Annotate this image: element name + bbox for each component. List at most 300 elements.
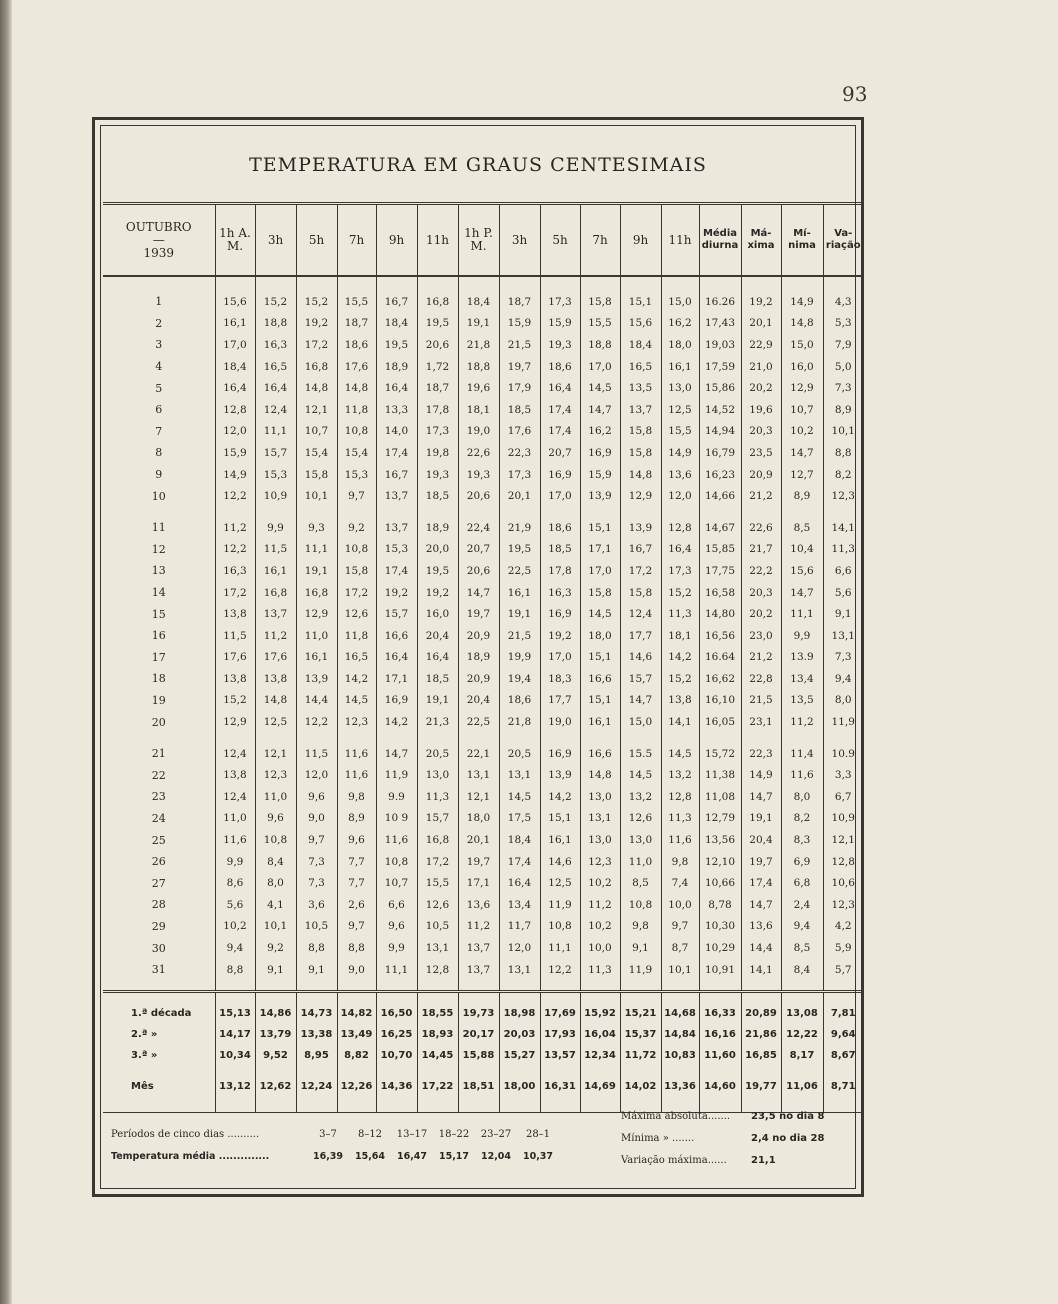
header-variacao: Va- riação	[823, 204, 863, 277]
value-cell: 10,7	[296, 421, 337, 443]
value-cell: 12,1	[255, 743, 296, 765]
value-cell: 8,2	[823, 464, 863, 486]
value-cell: 14,7	[741, 894, 781, 916]
value-cell: 9,8	[337, 786, 376, 808]
spacer-cell	[255, 992, 296, 1004]
value-cell: 8,4	[781, 959, 823, 981]
spacer-cell	[823, 733, 863, 743]
spacer-cell	[255, 276, 296, 291]
value-cell: 18,7	[499, 291, 540, 313]
value-cell: 15,92	[580, 1003, 620, 1024]
value-cell: 12,5	[661, 399, 699, 421]
day-row-label: 6	[155, 403, 163, 417]
value-cell: 15,1	[540, 808, 580, 830]
value-cell: 14,4	[741, 937, 781, 959]
value-cell: 17,8	[417, 399, 458, 421]
value-cell: 12,10	[699, 851, 741, 873]
value-cell: 11,3	[580, 959, 620, 981]
value-cell: 19,5	[499, 539, 540, 561]
spacer-cell	[376, 276, 417, 291]
value-cell: 22,5	[499, 560, 540, 582]
decade-gap-row	[103, 733, 863, 743]
temperature-mean-values	[307, 1151, 559, 1162]
value-cell: 8,17	[781, 1045, 823, 1066]
value-cell: 10,0	[580, 937, 620, 959]
value-cell: 12,62	[255, 1066, 296, 1106]
value-cell: 19,03	[699, 334, 741, 356]
value-cell: 20,4	[458, 690, 499, 712]
header-month: OUTUBRO	[125, 219, 192, 234]
value-cell: 13,0	[417, 764, 458, 786]
value-cell: 16,8	[296, 356, 337, 378]
value-cell: 10,70	[376, 1045, 417, 1066]
spacer-cell	[417, 276, 458, 291]
spacer-cell	[376, 980, 417, 992]
value-cell: 13,56	[699, 829, 741, 851]
value-cell: 20,9	[458, 625, 499, 647]
value-cell: 3,3	[823, 764, 863, 786]
value-cell: 12,7	[781, 464, 823, 486]
spacer-cell	[103, 276, 215, 291]
value-cell: 20,03	[499, 1024, 540, 1045]
value-cell: 20,3	[741, 582, 781, 604]
value-cell: 18,4	[458, 291, 499, 313]
spacer-cell	[620, 276, 661, 291]
value-cell: 15,7	[376, 603, 417, 625]
value-cell: 16,1	[499, 582, 540, 604]
value-cell: 14,02	[620, 1066, 661, 1106]
day-row-label: 21	[151, 747, 166, 761]
value-cell: 10,29	[699, 937, 741, 959]
value-cell: 14,9	[661, 442, 699, 464]
value-cell: 14,9	[781, 291, 823, 313]
spacer-cell	[255, 980, 296, 992]
spacer-cell	[215, 992, 255, 1004]
value-cell: 13,0	[580, 829, 620, 851]
value-cell: 19,9	[499, 647, 540, 669]
value-cell: 18,1	[661, 625, 699, 647]
spacer-cell	[661, 992, 699, 1004]
spacer-cell	[499, 733, 540, 743]
day-row	[103, 517, 863, 539]
value-cell: 16,6	[580, 668, 620, 690]
spacer-cell	[540, 980, 580, 992]
value-cell: 13,1	[458, 764, 499, 786]
value-cell: 15,6	[781, 560, 823, 582]
spacer-row	[103, 276, 863, 291]
value-cell: 11,6	[376, 829, 417, 851]
spacer-cell	[458, 276, 499, 291]
day-row	[103, 959, 863, 981]
value-cell: 19,8	[417, 442, 458, 464]
value-cell: 15,9	[499, 313, 540, 335]
value-cell: 9,6	[296, 786, 337, 808]
value-cell: 12,79	[699, 808, 741, 830]
value-cell: 12,3	[823, 894, 863, 916]
value-cell: 11,0	[215, 808, 255, 830]
value-cell: 19,1	[741, 808, 781, 830]
spacer-cell	[580, 507, 620, 517]
day-row-label: 22	[151, 768, 166, 782]
value-cell: 17,0	[540, 485, 580, 507]
value-cell: 20,7	[458, 539, 499, 561]
value-cell: 12,9	[296, 603, 337, 625]
max-absolute-value: 23,5 no dia 8	[751, 1111, 825, 1122]
value-cell: 15,8	[620, 582, 661, 604]
value-cell: 18,7	[337, 313, 376, 335]
value-cell: 16,7	[620, 539, 661, 561]
header-row	[103, 204, 863, 277]
value-cell: 14,7	[458, 582, 499, 604]
day-row	[103, 334, 863, 356]
value-cell: 12,9	[215, 711, 255, 733]
value-cell: 20,2	[741, 377, 781, 399]
value-cell: 16,56	[699, 625, 741, 647]
value-cell: 16,8	[255, 582, 296, 604]
value-cell: 15,8	[620, 442, 661, 464]
value-cell: 15,6	[215, 291, 255, 313]
value-cell: 20,17	[458, 1024, 499, 1045]
value-cell: 6,6	[376, 894, 417, 916]
value-cell: 12,2	[296, 711, 337, 733]
value-cell: 8,9	[781, 485, 823, 507]
value-cell: 8,6	[215, 872, 255, 894]
value-cell: 21,5	[499, 625, 540, 647]
spacer-cell	[458, 980, 499, 992]
header-hour: 9h	[376, 204, 417, 277]
value-cell: 14,84	[661, 1024, 699, 1045]
value-cell: 14,5	[620, 764, 661, 786]
value-cell: 16,7	[376, 464, 417, 486]
value-cell: 16,5	[620, 356, 661, 378]
month-row-label: Mês	[131, 1080, 154, 1092]
value-cell: 18,4	[620, 334, 661, 356]
max-absolute	[621, 1111, 824, 1122]
spacer-cell	[103, 507, 215, 517]
value-cell: 16,05	[699, 711, 741, 733]
header-maxima: Má- xima	[741, 204, 781, 277]
spacer-cell	[215, 276, 255, 291]
spacer-cell	[741, 507, 781, 517]
value-cell: 20,1	[499, 485, 540, 507]
spacer-cell	[781, 507, 823, 517]
day-row-label: 9	[155, 468, 163, 482]
value-cell: 18,55	[417, 1003, 458, 1024]
value-cell: 16,1	[540, 829, 580, 851]
spacer-cell	[215, 980, 255, 992]
value-cell: 20,4	[417, 625, 458, 647]
value-cell: 19,3	[540, 334, 580, 356]
spacer-cell	[499, 992, 540, 1004]
value-cell: 12,6	[337, 603, 376, 625]
value-cell: 5,6	[215, 894, 255, 916]
value-cell: 10,8	[376, 851, 417, 873]
decade-row-label: 2.ª »	[131, 1029, 158, 1041]
decade-gap-row	[103, 507, 863, 517]
value-cell: 1,72	[417, 356, 458, 378]
value-cell: 8,8	[823, 442, 863, 464]
value-cell: 11,2	[458, 916, 499, 938]
value-cell: 8,67	[823, 1045, 863, 1066]
value-cell: 14,60	[699, 1066, 741, 1106]
day-row	[103, 442, 863, 464]
value-cell: 17,2	[296, 334, 337, 356]
day-row-label: 13	[151, 564, 166, 578]
value-cell: 10,8	[620, 894, 661, 916]
day-row	[103, 808, 863, 830]
value-cell: 13,08	[781, 1003, 823, 1024]
header-hour: 7h	[580, 204, 620, 277]
value-cell: 16,04	[580, 1024, 620, 1045]
value-cell: 10,8	[540, 916, 580, 938]
value-cell: 4,1	[255, 894, 296, 916]
header-hour: 9h	[620, 204, 661, 277]
value-cell: 17,5	[499, 808, 540, 830]
spacer-cell	[699, 733, 741, 743]
value-cell: 11,6	[337, 764, 376, 786]
value-cell: 16,9	[580, 442, 620, 464]
header-hour: 5h	[540, 204, 580, 277]
value-cell: 7,81	[823, 1003, 863, 1024]
value-cell: 15,4	[296, 442, 337, 464]
value-cell: 11,72	[620, 1045, 661, 1066]
value-cell: 18,8	[458, 356, 499, 378]
value-cell: 15,8	[337, 560, 376, 582]
value-cell: 15,6	[620, 313, 661, 335]
header-hour: 11h	[661, 204, 699, 277]
value-cell: 17,0	[540, 647, 580, 669]
day-row	[103, 313, 863, 335]
spacer-cell	[499, 276, 540, 291]
value-cell: 20,9	[458, 668, 499, 690]
value-cell: 14,7	[620, 690, 661, 712]
value-cell: 4,3	[823, 291, 863, 313]
value-cell: 8,5	[781, 517, 823, 539]
value-cell: 16,85	[741, 1045, 781, 1066]
value-cell: 21,9	[499, 517, 540, 539]
value-cell: 14,17	[215, 1024, 255, 1045]
value-cell: 17,6	[255, 647, 296, 669]
value-cell: 17,8	[540, 560, 580, 582]
decade-row-label: 3.ª »	[131, 1050, 158, 1062]
value-cell: 10,91	[699, 959, 741, 981]
value-cell: 23,0	[741, 625, 781, 647]
value-cell: 14,6	[540, 851, 580, 873]
decade-row	[103, 1045, 863, 1066]
value-cell: 14,69	[580, 1066, 620, 1106]
spacer-cell	[337, 980, 376, 992]
spacer-cell	[337, 733, 376, 743]
value-cell: 18,0	[458, 808, 499, 830]
spacer-cell	[417, 992, 458, 1004]
value-cell: 9,1	[296, 959, 337, 981]
value-cell: 11,3	[417, 786, 458, 808]
value-cell: 16,0	[781, 356, 823, 378]
temperature-mean-label: Temperatura média ..............	[111, 1151, 270, 1162]
value-cell: 14,5	[499, 786, 540, 808]
value-cell: 12,1	[823, 829, 863, 851]
value-cell: 9,9	[781, 625, 823, 647]
day-row	[103, 916, 863, 938]
value-cell: 17,1	[376, 668, 417, 690]
spacer-cell	[741, 980, 781, 992]
value-cell: 10,66	[699, 872, 741, 894]
value-cell: 15,37	[620, 1024, 661, 1045]
value-cell: 11,06	[781, 1066, 823, 1106]
value-cell: 10,6	[823, 872, 863, 894]
value-cell: 19,1	[417, 690, 458, 712]
period-value: 28–1	[525, 1129, 551, 1140]
spacer-cell	[417, 980, 458, 992]
value-cell: 10,2	[781, 421, 823, 443]
spacer-cell	[741, 733, 781, 743]
value-cell: 10,30	[699, 916, 741, 938]
value-cell: 13,7	[458, 959, 499, 981]
value-cell: 18,1	[458, 399, 499, 421]
day-row-label: 15	[151, 607, 166, 621]
value-cell: 13,0	[580, 786, 620, 808]
value-cell: 11,7	[499, 916, 540, 938]
value-cell: 17,3	[540, 291, 580, 313]
value-cell: 8,0	[255, 872, 296, 894]
value-cell: 19,2	[296, 313, 337, 335]
spacer-cell	[296, 980, 337, 992]
header-minima: Mí- nima	[781, 204, 823, 277]
day-row-label: 12	[151, 542, 166, 556]
value-cell: 15,8	[296, 464, 337, 486]
value-cell: 8,2	[781, 808, 823, 830]
value-cell: 8,7	[661, 937, 699, 959]
value-cell: 12,0	[215, 421, 255, 443]
periods-values	[307, 1129, 559, 1140]
value-cell: 12,4	[255, 399, 296, 421]
value-cell: 15,9	[540, 313, 580, 335]
period-value: 8–12	[357, 1129, 383, 1140]
value-cell: 3,6	[296, 894, 337, 916]
max-absolute-label: Máxima absoluta.......	[621, 1111, 731, 1122]
value-cell: 13,4	[499, 894, 540, 916]
value-cell: 11,1	[296, 539, 337, 561]
value-cell: 16,58	[699, 582, 741, 604]
spacer-cell	[255, 733, 296, 743]
value-cell: 15,8	[580, 291, 620, 313]
day-row-label: 30	[151, 941, 166, 955]
value-cell: 8,3	[781, 829, 823, 851]
spacer-cell	[741, 276, 781, 291]
spacer-cell	[540, 507, 580, 517]
value-cell: 7,3	[296, 851, 337, 873]
value-cell: 15,21	[620, 1003, 661, 1024]
value-cell: 7,3	[296, 872, 337, 894]
value-cell: 14,66	[699, 485, 741, 507]
value-cell: 13,79	[255, 1024, 296, 1045]
day-row-label: 7	[155, 424, 163, 438]
value-cell: 15,88	[458, 1045, 499, 1066]
value-cell: 19,3	[458, 464, 499, 486]
value-cell: 19,73	[458, 1003, 499, 1024]
value-cell: 11,1	[376, 959, 417, 981]
value-cell: 13,6	[661, 464, 699, 486]
value-cell: 15,2	[255, 291, 296, 313]
value-cell: 18,6	[337, 334, 376, 356]
value-cell: 17,2	[337, 582, 376, 604]
value-cell: 12,4	[620, 603, 661, 625]
value-cell: 17,6	[499, 421, 540, 443]
period-value: 23–27	[480, 1129, 512, 1140]
value-cell: 9,4	[823, 668, 863, 690]
value-cell: 16,25	[376, 1024, 417, 1045]
value-cell: 23,1	[741, 711, 781, 733]
value-cell: 14,1	[823, 517, 863, 539]
value-cell: 16,1	[661, 356, 699, 378]
value-cell: 13,9	[296, 668, 337, 690]
value-cell: 20,3	[741, 421, 781, 443]
value-cell: 10,7	[376, 872, 417, 894]
value-cell: 19,2	[417, 582, 458, 604]
spacer-cell	[823, 980, 863, 992]
min-absolute-value: 2,4 no dia 28	[751, 1133, 825, 1144]
day-row	[103, 937, 863, 959]
spacer-cell	[540, 276, 580, 291]
value-cell: 13,2	[620, 786, 661, 808]
value-cell: 18,5	[417, 668, 458, 690]
value-cell: 16,1	[215, 313, 255, 335]
value-cell: 13,49	[337, 1024, 376, 1045]
day-row-label: 29	[151, 919, 166, 933]
value-cell: 18,5	[540, 539, 580, 561]
value-cell: 18,6	[540, 517, 580, 539]
value-cell: 14,7	[580, 399, 620, 421]
day-row-label: 2	[155, 316, 163, 330]
value-cell: 11,0	[255, 786, 296, 808]
value-cell: 17,4	[540, 421, 580, 443]
value-cell: 17,7	[540, 690, 580, 712]
value-cell: 9,6	[337, 829, 376, 851]
value-cell: 18,4	[499, 829, 540, 851]
day-row	[103, 603, 863, 625]
day-row-label: 3	[155, 338, 163, 352]
value-cell: 18,5	[417, 485, 458, 507]
day-row	[103, 711, 863, 733]
value-cell: 13,5	[781, 690, 823, 712]
value-cell: 16,3	[215, 560, 255, 582]
value-cell: 11,0	[620, 851, 661, 873]
value-cell: 9,9	[376, 937, 417, 959]
day-row	[103, 690, 863, 712]
spacer-cell	[296, 733, 337, 743]
value-cell: 16,4	[417, 647, 458, 669]
value-cell: 19,5	[417, 313, 458, 335]
spacer-cell	[781, 733, 823, 743]
value-cell: 11,9	[823, 711, 863, 733]
spacer-cell	[661, 733, 699, 743]
header-media-diurna: Média diurna	[699, 204, 741, 277]
value-cell: 9,2	[255, 937, 296, 959]
page-title: TEMPERATURA EM GRAUS CENTESIMAIS	[249, 154, 707, 176]
value-cell: 9,7	[337, 485, 376, 507]
max-variation-value: 21,1	[751, 1155, 776, 1166]
value-cell: 16.26	[699, 291, 741, 313]
value-cell: 13,6	[741, 916, 781, 938]
value-cell: 19,0	[458, 421, 499, 443]
spacer-cell	[661, 980, 699, 992]
value-cell: 13,6	[458, 894, 499, 916]
month-row	[103, 1066, 863, 1106]
value-cell: 11,1	[540, 937, 580, 959]
value-cell: 16,2	[580, 421, 620, 443]
spacer-cell	[499, 507, 540, 517]
value-cell: 16,1	[296, 647, 337, 669]
